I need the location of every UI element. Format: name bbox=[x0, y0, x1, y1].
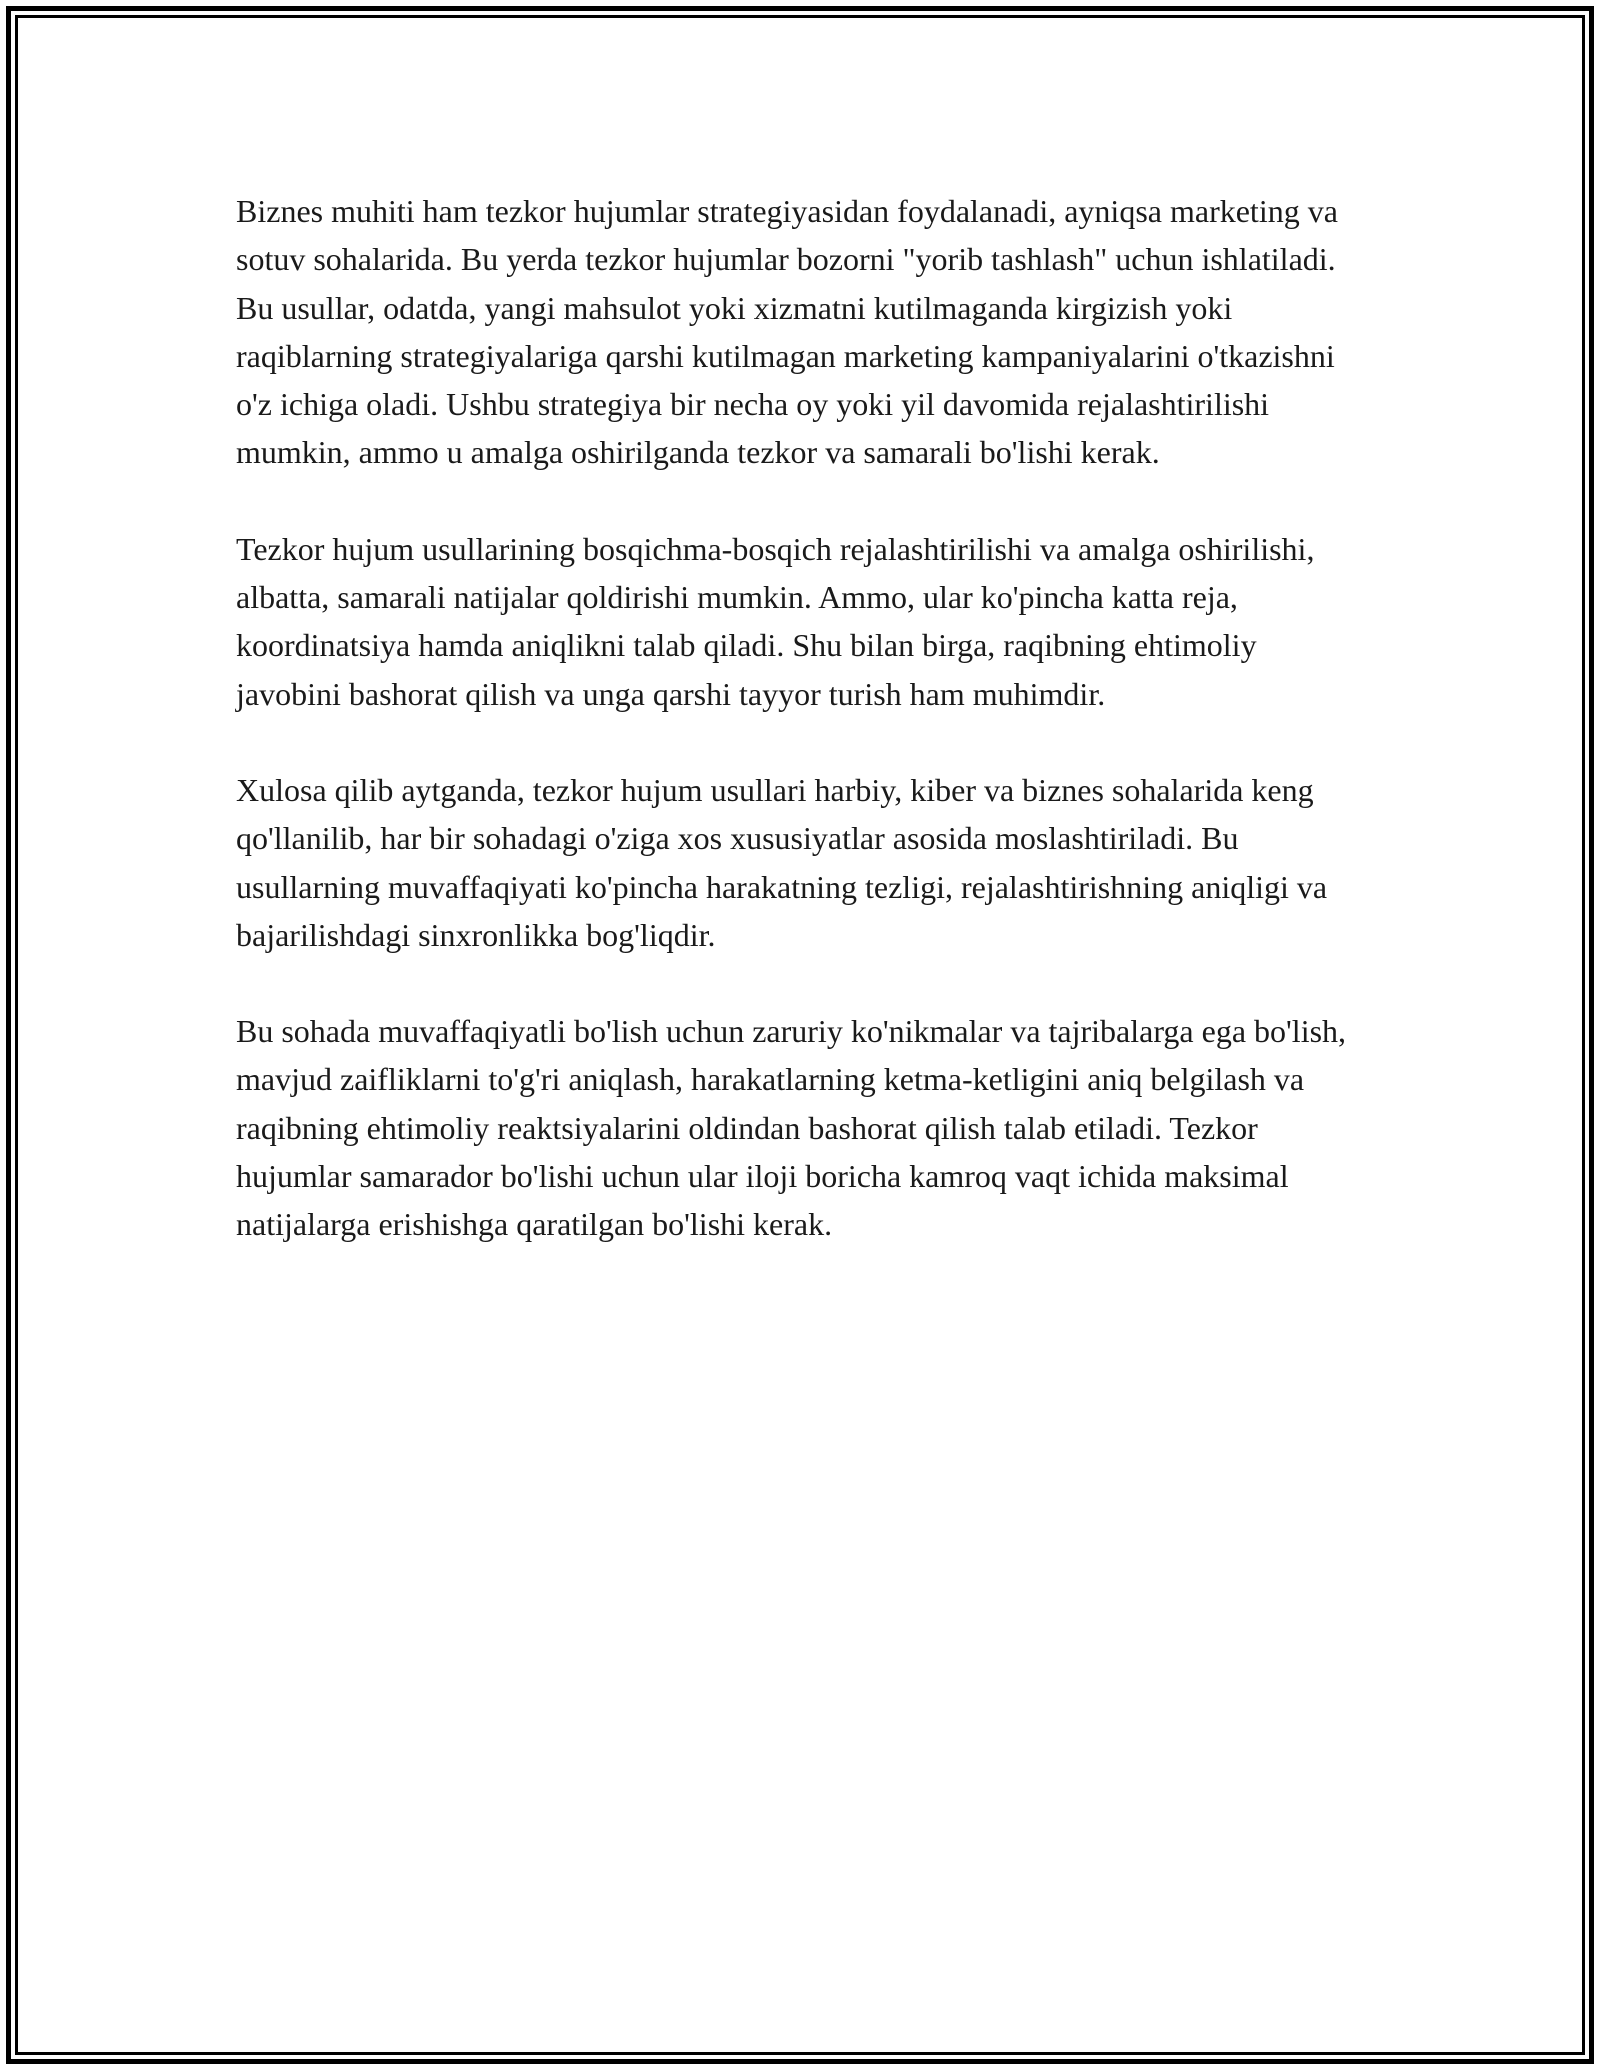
paragraph-planning: Tezkor hujum usullarining bosqichma-bosqich rejalashtirilishi va amalga oshirilishi, albatta, samarali natijalar qoldirishi mumkin. Ammo, ular ko'pincha katta reja, koordinatsiya hamda aniqlikni talab qiladi. Shu bilan birga, raqibning ehtimoliy javobini bashorat qilish va unga qarshi tayyor turish ham muhimdir. bbox=[236, 530, 1315, 712]
document-body bbox=[236, 187, 1366, 1297]
paragraph-business: Biznes muhiti ham tezkor hujumlar strategiyasidan foydalanadi, ayniqsa marketing va sotuv sohalarida. Bu yerda tezkor hujumlar bozorni "yorib tashlash" uchun ishlatiladi. Bu usullar, odatda, yangi mahsulot yoki xizmatni kutilmaganda kirgizish yoki raqiblarning strategiyalariga qarshi kutilmagan marketing kampaniyalarini o'tkazishni o'z ichiga oladi. Ushbu strategiya bir necha oy yoki yil davomida rejalashtirilishi mumkin, ammo u amalga oshirilganda tezkor va samarali bo'lishi kerak. bbox=[236, 193, 1338, 471]
paragraph-requirements: Bu sohada muvaffaqiyatli bo'lish uchun zaruriy ko'nikmalar va tajribalarga ega bo'lish, mavjud zaifliklarni to'g'ri aniqlash, harakatlarning ketma-ketligini aniq belgilash va raqibning ehtimoliy reaktsiyalarini oldindan bashorat qilish talab etiladi. Tezkor hujumlar samarador bo'lishi uchun ular iloji boricha kamroq vaqt ichida maksimal natijalarga erishishga qaratilgan bo'lishi kerak. bbox=[236, 1013, 1347, 1243]
paragraph-conclusion: Xulosa qilib aytganda, tezkor hujum usullari harbiy, kiber va biznes sohalarida keng qo'llanilib, har bir sohadagi o'ziga xos xususiyatlar asosida moslashtiriladi. Bu usullarning muvaffaqiyati ko'pincha harakatning tezligi, rejalashtirishning aniqligi va bajarilishdagi sinxronlikka bog'liqdir. bbox=[236, 771, 1328, 953]
